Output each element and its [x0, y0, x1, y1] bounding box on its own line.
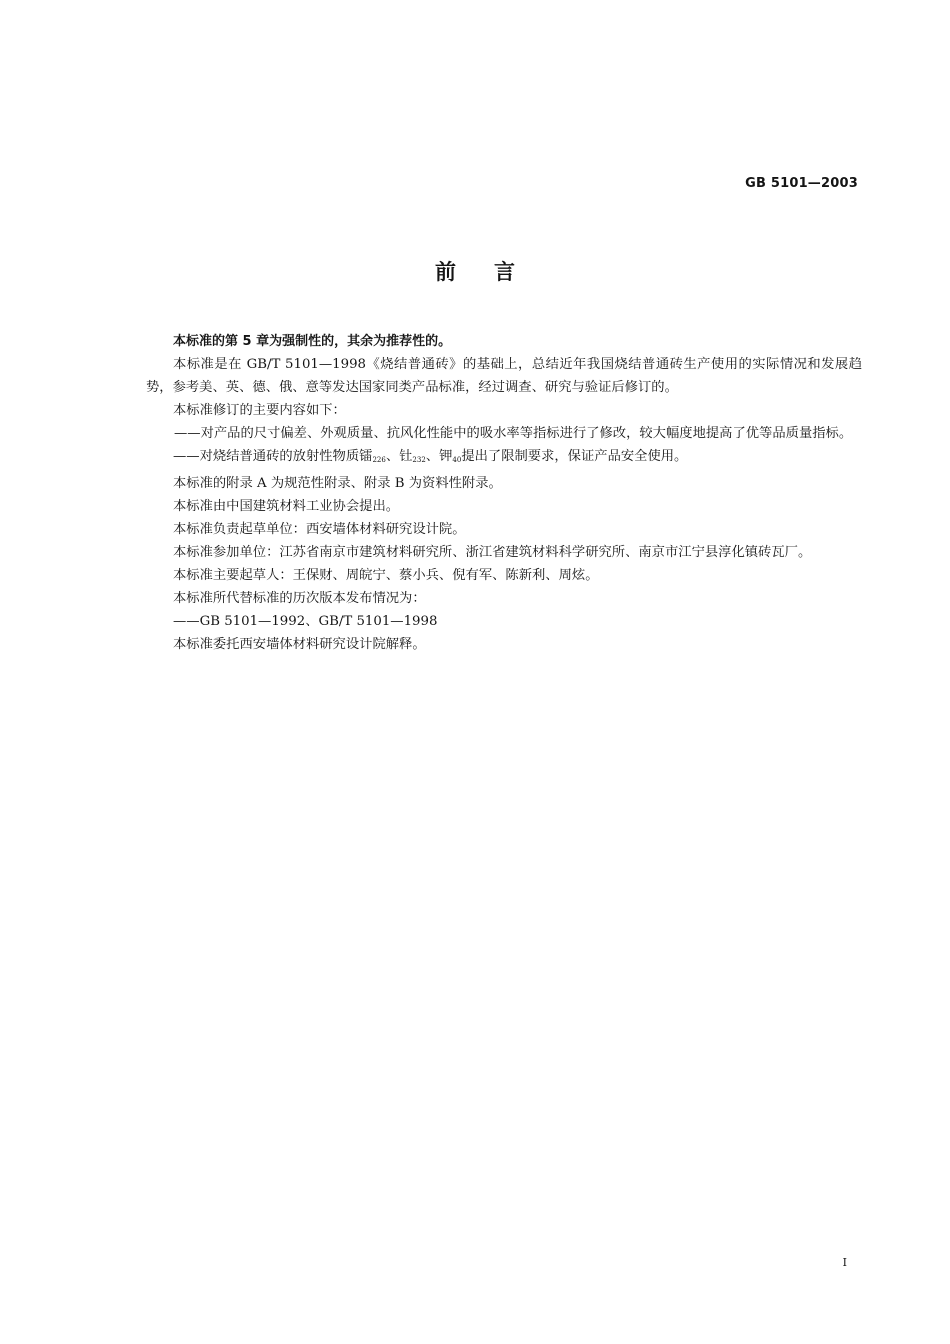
radium-subscript: 226 — [372, 456, 386, 464]
paragraph-interpretation: 本标准委托西安墙体材料研究设计院解释。 — [173, 637, 426, 652]
page-number: I — [842, 1256, 847, 1269]
revision-item-2-text-c: 、钾 — [425, 449, 453, 464]
standard-number: GB 5101—2003 — [745, 176, 858, 191]
paragraph-drafting-unit: 本标准负责起草单位：西安墙体材料研究设计院。 — [173, 522, 466, 537]
thorium-subscript: 232 — [412, 456, 426, 464]
preface-body — [146, 330, 862, 656]
paragraph-revision-intro: 本标准修订的主要内容如下： — [173, 403, 346, 418]
paragraph-appendix: 本标准的附录 A 为规范性附录、附录 B 为资料性附录。 — [173, 476, 502, 491]
paragraph-participating-units: 本标准参加单位：江苏省南京市建筑材料研究所、浙江省建筑材料科学研究所、南京市江宁县淳化镇砖瓦厂。 — [173, 545, 812, 560]
paragraph-drafters: 本标准主要起草人：王保财、周皖宁、蔡小兵、倪有军、陈新利、周炫。 — [173, 568, 599, 583]
paragraph-basis: 本标准是在 GB/T 5101—1998《烧结普通砖》的基础上，总结近年我国烧结普通砖生产使用的实际情况和发展趋势，参考美、英、德、俄、意等发达国家同类产品标准，经过调查、研究与验证后修订的。 — [146, 357, 862, 395]
revision-item-2-text-a: ——对烧结普通砖的放射性物质镭 — [173, 449, 373, 464]
history-item: ——GB 5101—1992、GB/T 5101—1998 — [173, 614, 438, 629]
page-title: 前言 — [435, 260, 553, 284]
revision-item-2-text-b: 、钍 — [385, 449, 413, 464]
paragraph-mandatory-note: 本标准的第 5 章为强制性的，其余为推荐性的。 — [173, 334, 452, 349]
revision-item-2-text-d: 提出了限制要求，保证产品安全使用。 — [461, 449, 688, 464]
paragraph-history-intro: 本标准所代替标准的历次版本发布情况为： — [173, 591, 426, 606]
paragraph-proposer: 本标准由中国建筑材料工业协会提出。 — [173, 499, 400, 514]
revision-item-1: ——对产品的尺寸偏差、外观质量、抗风化性能中的吸水率等指标进行了修改，较大幅度地提高了优等品质量指标。 — [174, 426, 853, 441]
revision-item-2 — [146, 445, 862, 472]
potassium-subscript: 40 — [452, 456, 462, 464]
